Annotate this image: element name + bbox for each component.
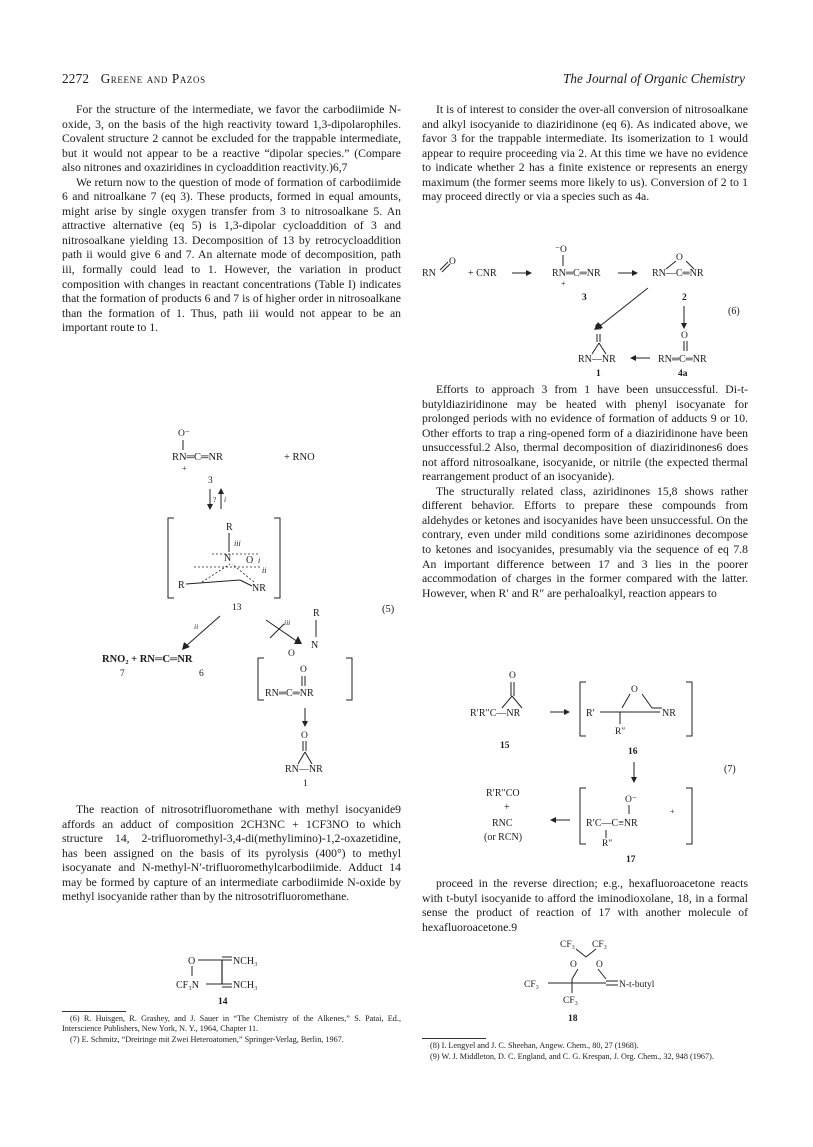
structure-18 (520, 935, 680, 1025)
s18-n-tbutyl: N-t-butyl (619, 980, 655, 990)
running-authors: Greene and Pazos (100, 71, 206, 86)
eq6-label-2: 2 (682, 293, 687, 303)
eq5-plus-rno: + RNO (284, 452, 315, 463)
footnote-rule-left (62, 1011, 126, 1012)
s18-o-a: O (570, 960, 577, 970)
equation-5-scheme (62, 420, 402, 790)
running-journal-title: The Journal of Organic Chemistry (563, 71, 745, 86)
eq7-rnc: RNC (492, 818, 513, 829)
eq5-label-1: 1 (303, 779, 308, 789)
eq7-s15-o: O (509, 671, 516, 681)
eq7-ketone: R′R″CO (486, 788, 520, 799)
eq5-final-o: O (301, 731, 308, 741)
eq5-number: (5) (382, 604, 395, 615)
eq6-rno-o: O (449, 257, 456, 267)
eq5-o-minus: O⁻ (178, 429, 190, 439)
eq6-species-2-o: O (676, 253, 683, 263)
eq5-label-13: 13 (232, 603, 242, 613)
eq5-ring-o: O (246, 555, 254, 566)
eq5-ring-n: N (224, 553, 232, 564)
paragraph: We return now to the question of mode of formation of carbodiimide 6 and nitroalkane 7 (eq 3). These products, formed in equal amounts, might arise by single oxygen transfer from 3 to nitrosoalkane 5. An attractive alternative (eq 5) is 1,3-dipolar cycloaddition of 3 and nitrosoalkane yielding 13. Decomposition of 13 by retrocycloaddition path ii would give 6 and 7. An alternate mode of decomposition, path iii, formally could lead to 1. However, the variation in product composition with changes in reactant concentrations (Table I) indicates that the formation of products 6 and 7 is of higher order in nitrosoalkane than the formation of 1. Thus, path iii would not appear to be an important route to 1. (62, 175, 401, 335)
footnote-7: (7) E. Schmitz, “Dreiringe mit Zwei Heteroatomen,” Springer-Verlag, Berlin, 1967. (70, 1035, 344, 1045)
s18-cf3-b: CF₃ (592, 940, 607, 950)
eq5-charge-plus: + (182, 464, 187, 473)
eq5-arrow-iii: iii (284, 618, 291, 627)
eq6-charge-plus: + (561, 279, 566, 288)
s14-nch3-top: NCH₃ (233, 956, 258, 967)
eq5-arrow-ii: ii (194, 622, 199, 631)
eq7-s17-r: R″ (602, 839, 613, 849)
footnote-rule-right (422, 1038, 486, 1039)
eq5-right-o: O (288, 649, 295, 659)
eq7-s16-o: O (631, 685, 638, 695)
eq5-ring-r: R (226, 522, 233, 533)
footnote-8: (8) I. Lengyel and J. C. Sheehan, Angew. Chem., 80, 27 (1968). (430, 1041, 639, 1050)
eq5-carbodiimide-oxide: RN═C═NR (172, 452, 224, 463)
eq7-plus: + (504, 802, 510, 813)
eq6-label-4a: 4a (678, 369, 688, 379)
eq7-s15: R′R″C—NR (470, 708, 521, 719)
footnotes-left (62, 1014, 401, 1047)
eq5-label-6: 6 (199, 669, 204, 679)
equation-6-scheme (422, 240, 748, 380)
eq5-right-n: N (311, 640, 319, 651)
paragraph: It is of interest to consider the over-all conversion of nitrosoalkane and alkyl isocyanide to diaziridinone (eq 6). As indicated above, we favor 3 for the trappable intermediate. Its isomerization to 1 would appear to require proceeding via 2. At this time we have no evidence to indicate whether 2 has a finite existence or represents an energy maximum (the former seems more likely to us). Conversion of 2 to 1 may proceed directly or via a species such as 4a. (422, 103, 748, 204)
s14-label: 14 (218, 997, 228, 1007)
paragraph: Efforts to approach 3 from 1 have been unsuccessful. Di-t-butyldiaziridinone may be heated with phenyl isocyanate for prolonged periods with no evidence of formation of adducts 9 or 10. Other efforts to trap a ring-opened form of a diaziridinone have been unsuccessful.2 Also, thermal decomposition of diaziridinones6 does not afford nitrosoalkane, isocyanide, or nitrile (the expected thermal rearrangement product of an isocyanide). (422, 383, 748, 484)
right-paragraphs-middle (422, 383, 748, 601)
s14-nch3-bottom: NCH₃ (233, 980, 258, 991)
footnote-9: (9) W. J. Middleton, D. C. England, and C. G. Krespan, J. Org. Chem., 32, 948 (1967). (430, 1052, 714, 1062)
left-paragraphs-top (62, 103, 401, 336)
eq5-bracket-o: O (300, 665, 307, 675)
eq5-right-r: R (313, 608, 320, 619)
s18-cf3-d: CF₃ (563, 996, 578, 1006)
eq6-species-4a: RN═C═NR (658, 354, 707, 365)
page-number: 2272 (62, 71, 90, 86)
eq7-rcn: (or RCN) (484, 832, 523, 843)
eq5-label-7: 7 (120, 669, 125, 679)
eq7-s17-plus: + (670, 807, 675, 816)
equation-7-scheme (422, 668, 748, 868)
s18-cf3-c: CF₃ (524, 980, 539, 990)
paragraph: The structurally related class, aziridinones 15,8 shows rather different behavior. Efforts to prepare these compounds from aldehydes or ketones and isocyanides have been unsuccessful. On the contrary, even under mild conditions some aziridinones decompose to ketones and isocyanides, presumably via the sequence of eq 7.8 An important difference between 17 and 3 lies in the poorer accommodation of charges in the former compared with the latter. However, when R′ and R″ are perhaloalkyl, reaction appears to (422, 484, 748, 600)
eq6-species-1: RN—NR (578, 354, 616, 365)
eq5-path-i: i (224, 495, 227, 504)
s14-cf3n: CF₃N (176, 980, 199, 991)
structure-14 (176, 948, 306, 1008)
eq5-path-question: ? (213, 495, 217, 504)
eq6-o-minus: ⁻O (555, 245, 567, 255)
right-paragraph-overall-conversion (422, 103, 748, 205)
paragraph: proceed in the reverse direction; e.g., hexafluoroacetone reacts with t-butyl isocyanide to afford the iminodioxolane, 18, in a formal sense the product of reaction of 17 with another molecule of hexafluoroacetone.9 (422, 877, 748, 934)
eq7-s16-nr: NR (662, 708, 676, 719)
eq7-s16-r1: R′ (586, 708, 595, 719)
eq5-diaziridinone: RN—NR (285, 764, 323, 775)
eq5-label-3: 3 (208, 476, 213, 486)
eq6-number: (6) (728, 306, 740, 317)
paragraph: The reaction of nitrosotrifluoromethane with methyl isocyanide9 affords an adduct of composition 2CH3NC + 1CF3NO to which structure 14, 2-trifluoromethyl-3,4-di(methylimino)-1,2-oxazetidine, has been assigned on the basis of its pyrolysis (400°) to methyl isocyanate and N-methyl-N′-trifluoromethylcarbodiimide. Adduct 14 may be formed by capture of an intermediate carbodiimide N-oxide by methyl isocyanide rather than by the nitrosotrifluoromethane. (62, 803, 401, 904)
eq7-number: (7) (724, 764, 736, 775)
eq7-label-17: 17 (626, 855, 636, 865)
eq6-label-3: 3 (582, 293, 587, 303)
eq6-species-1-o: O (595, 323, 602, 333)
s18-label: 18 (568, 1014, 578, 1024)
eq7-s17-o-minus: O⁻ (625, 795, 637, 805)
eq6-rno-r: RN (422, 268, 436, 279)
eq6-species-3: RN═C═NR (552, 268, 601, 279)
eq7-s16-r2: R″ (615, 727, 626, 737)
s18-cf3-a: CF₃ (560, 940, 575, 950)
eq5-ring-path-ii: ii (262, 566, 267, 575)
eq7-s17: R′C—C≡NR (586, 818, 638, 829)
paragraph: For the structure of the intermediate, we favor the carbodiimide N-oxide, 3, on the basis of the high reactivity toward 1,3-dipolarophiles. Covalent structure 2 cannot be excluded for the trappable intermediate, but it would not appear to be a reactive “dipolar species.” (Compare also nitrones and oxaziridines in cycloaddition reactivity.)6,7 (62, 103, 401, 175)
eq5-ring-nr: NR (252, 583, 266, 594)
eq6-species-4a-o: O (681, 331, 688, 341)
right-paragraph-reverse-direction (422, 877, 748, 935)
s18-o-b: O (596, 960, 603, 970)
s14-oxygen: O (188, 956, 196, 967)
eq5-ring-path-i: i (258, 556, 261, 565)
eq5-bracket-species: RN═C═NR (265, 688, 314, 699)
eq6-label-1: 1 (596, 369, 601, 379)
eq7-label-16: 16 (628, 747, 638, 757)
eq5-products-nitro-carbodiimide: RNO₂ + RN═C═NR (102, 654, 193, 665)
left-paragraph-adduct (62, 803, 401, 905)
footnotes-right (422, 1041, 748, 1063)
footnote-6: (6) R. Huisgen, R. Grashey, and J. Sauer in “The Chemistry of the Alkenes,” S. Patai, Ed., Interscience Publishers, New York, N. Y., 1964, Chapter 11. (62, 1014, 401, 1034)
eq6-plus-cnr: + CNR (468, 268, 497, 279)
eq6-species-2: RN—C═NR (652, 268, 704, 279)
eq5-ring-path-iii: iii (234, 539, 241, 548)
eq7-label-15: 15 (500, 741, 510, 751)
eq5-ring-r-n: R (178, 580, 185, 591)
running-header-left (62, 71, 206, 87)
